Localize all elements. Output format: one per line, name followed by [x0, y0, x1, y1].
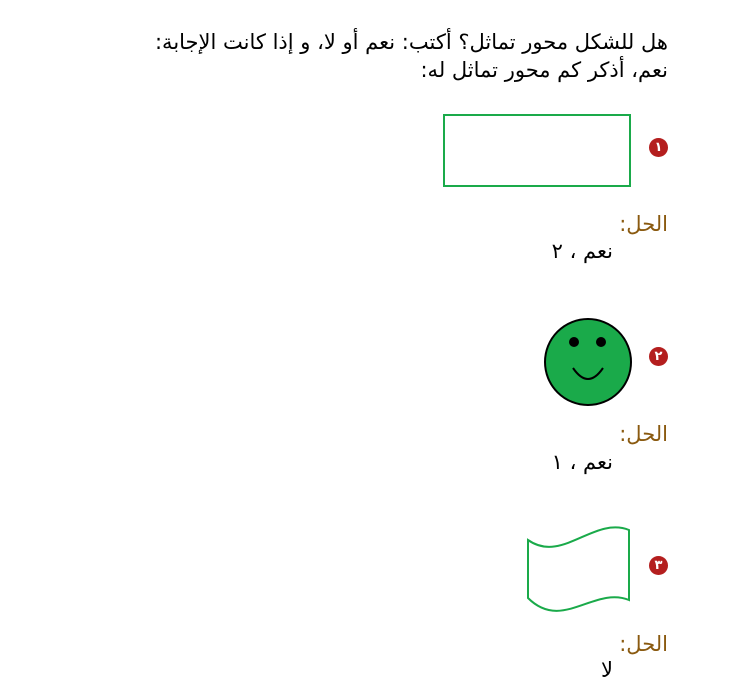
question-line-2: نعم، أذكر كم محور تماثل له:: [420, 58, 668, 82]
item-number-badge: ٣: [649, 556, 668, 575]
solution-answer: نعم ، ١: [551, 450, 613, 474]
wavy-flag-shape: [522, 522, 637, 614]
smiley-face-shape: [540, 314, 636, 410]
question-line-1: هل للشكل محور تماثل؟ أكتب: نعم أو لا، و إذا كانت الإجابة:: [154, 30, 668, 54]
question-text: [108, 28, 668, 84]
solution-label: الحل:: [619, 632, 668, 656]
solution-answer: نعم ، ٢: [551, 239, 613, 263]
item-number-badge: ٢: [649, 347, 668, 366]
solution-label: الحل:: [619, 212, 668, 236]
item-number-badge: ١: [649, 138, 668, 157]
rectangle-shape: [440, 112, 635, 190]
solution-label: الحل:: [619, 422, 668, 446]
solution-answer: لا: [601, 658, 613, 682]
